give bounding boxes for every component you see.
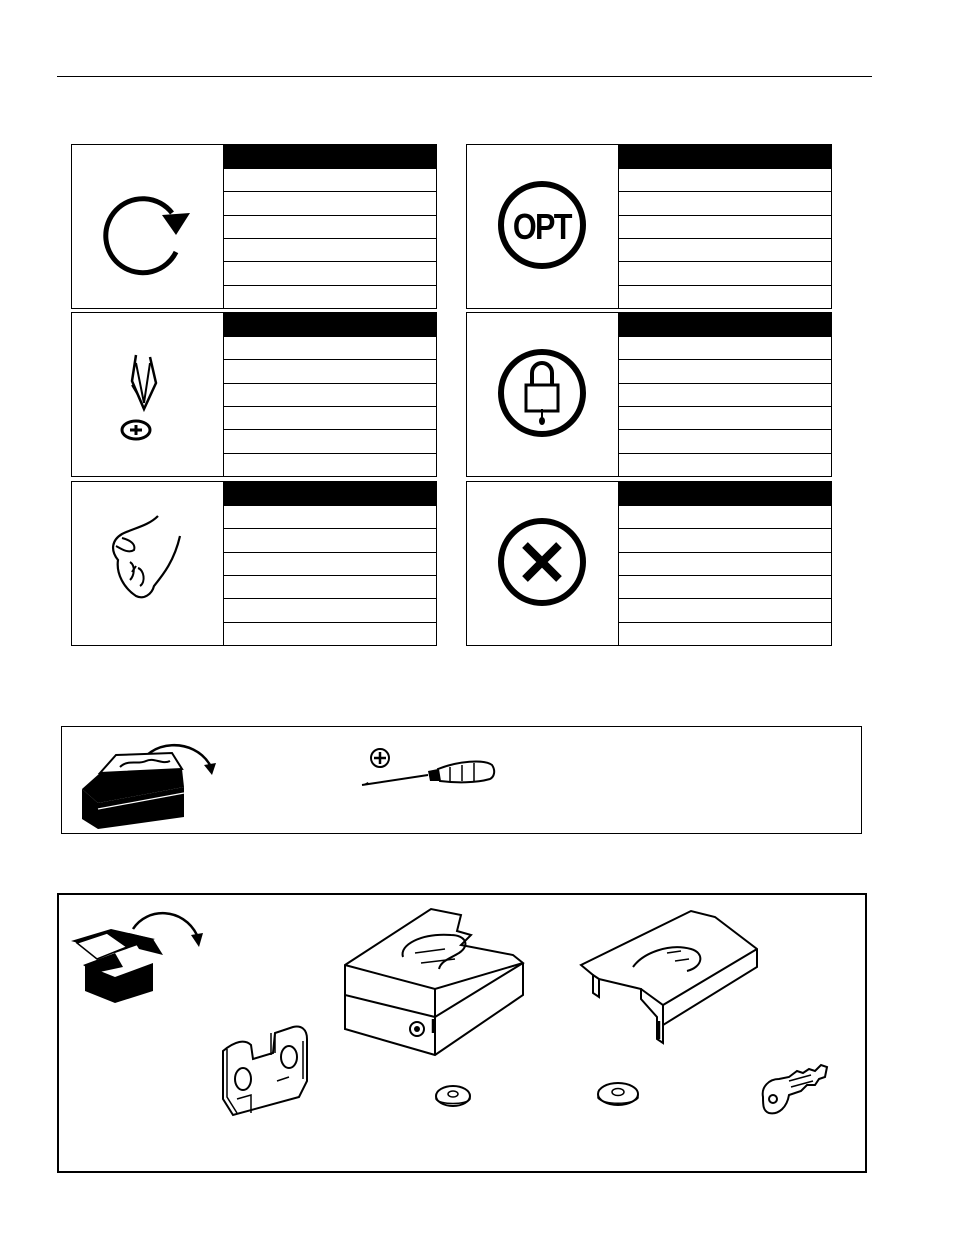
hand-tighten-icon [72,482,223,645]
legend-row [618,238,831,261]
parts-box-icon [67,903,207,1003]
legend-row [223,528,436,551]
legend-row [618,505,831,528]
parts-included-box [57,893,867,1173]
legend-opt [466,144,832,309]
legend-header [223,313,436,336]
legend-row [223,406,436,429]
opt-icon [467,145,618,308]
legend-row [618,622,831,645]
opt-icon-label: OPT [512,207,571,248]
legend-x-mark [466,481,832,646]
lock-housing-icon [341,905,527,1057]
washer-icon [433,1081,473,1111]
legend-row [223,238,436,261]
screwdriver-icon [72,313,223,476]
header-rule [57,76,872,77]
legend-header [223,145,436,168]
legend-row [223,359,436,382]
legend-row [223,429,436,452]
legend-row [223,383,436,406]
legend-row [223,622,436,645]
legend-row [618,575,831,598]
legend-hand-icon-cell [72,482,224,645]
legend-row [223,191,436,214]
legend-row [618,168,831,191]
legend-row [618,528,831,551]
phillips-screwdriver-icon [358,747,498,791]
tools-required-box [61,726,862,834]
legend-row [618,215,831,238]
rotate-icon [72,145,223,308]
legend-row [618,429,831,452]
legend-rotate [71,144,437,309]
legend-row [618,453,831,476]
legend-row [618,336,831,359]
legend-rotate-icon-cell [72,145,224,308]
key-icon [759,1061,831,1119]
legend-hand [71,481,437,646]
legend-row [223,552,436,575]
legend-row [223,215,436,238]
toolbox-icon [76,731,226,831]
legend-row [223,453,436,476]
bracket-icon [215,1019,325,1119]
legend-padlock-icon-cell [467,313,619,476]
legend-header [223,482,436,505]
legend-x-mark-icon-cell [467,482,619,645]
legend-header [618,313,831,336]
washer-icon [595,1079,641,1111]
legend-screwdriver-icon-cell [72,313,224,476]
legend-row [223,261,436,284]
legend-header [618,145,831,168]
legend-row [618,406,831,429]
legend-row [223,168,436,191]
legend-row [618,285,831,308]
padlock-icon [467,313,618,476]
legend-row [618,191,831,214]
legend-row [618,383,831,406]
legend-row [618,552,831,575]
legend-row [223,285,436,308]
legend-row [618,359,831,382]
legend-row [223,336,436,359]
legend-opt-icon-cell [467,145,619,308]
legend-screwdriver [71,312,437,477]
legend-header [618,482,831,505]
legend-padlock [466,312,832,477]
x-mark-icon [467,482,618,645]
legend-row [223,598,436,621]
legend-row [223,575,436,598]
clip-icon [579,909,761,1049]
legend-row [618,261,831,284]
legend-row [618,598,831,621]
legend-row [223,505,436,528]
